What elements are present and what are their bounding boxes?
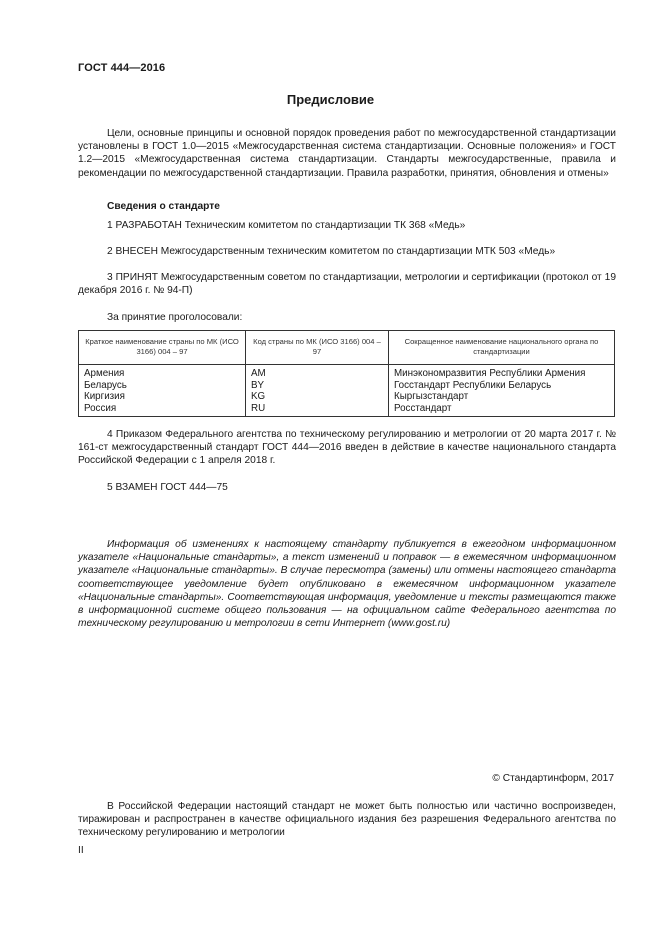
table-row	[79, 380, 615, 392]
cell-code: BY	[246, 380, 389, 392]
table-header-row	[79, 331, 615, 365]
votes-label: За принятие проголосовали:	[107, 312, 243, 323]
item-3-text: 3 ПРИНЯТ Межгосударственным советом по стандартизации, метрологии и сертификации (протокол от 19 декабря 2016 г. № 94-П)	[78, 272, 616, 297]
cell-body: Росстандарт	[389, 403, 615, 417]
header-country: Краткое наименование страны по МК (ИСО 3166) 004 – 97	[79, 331, 246, 365]
cell-country: Киргизия	[79, 391, 246, 403]
page-title: Предисловие	[286, 92, 375, 107]
table-row	[79, 391, 615, 403]
header-body: Сокращенное наименование национального органа по стандартизации	[389, 331, 615, 365]
cell-body: Минэкономразвития Республики Армения	[389, 365, 615, 380]
header-code: Код страны по МК (ИСО 3166) 004 – 97	[246, 331, 389, 365]
page-number: II	[78, 845, 84, 856]
table-row	[79, 365, 615, 380]
item-3	[78, 271, 616, 297]
item-5: 5 ВЗАМЕН ГОСТ 444—75	[107, 482, 228, 493]
item-4-text: 4 Приказом Федерального агентства по техническому регулированию и метрологии от 20 марта 2017 г. № 161-ст межгосударственный стандарт ГОСТ 444—2016 введен в действие в качестве национального стандарта Российской Федерации с 1 апреля 2018 г.	[78, 429, 616, 467]
copyright-line: © Стандартинформ, 2017	[492, 773, 614, 784]
section-title: Сведения о стандарте	[107, 201, 220, 212]
table-row	[79, 403, 615, 417]
cell-country: Армения	[79, 365, 246, 380]
item-2: 2 ВНЕСЕН Межгосударственным техническим комитетом по стандартизации МТК 503 «Медь»	[107, 246, 556, 257]
cell-country: Беларусь	[79, 380, 246, 392]
notice-text: В Российской Федерации настоящий стандарт не может быть полностью или частично воспроизведен, тиражирован и распространен в качестве официального издания без разрешения Федерального агентства по техническому регулированию и метрологии	[78, 801, 616, 839]
intro-paragraph	[78, 127, 616, 180]
item-4	[78, 428, 616, 468]
item-1: 1 РАЗРАБОТАН Техническим комитетом по стандартизации ТК 368 «Медь»	[107, 220, 466, 231]
cell-code: AM	[246, 365, 389, 380]
intro-text: Цели, основные принципы и основной порядок проведения работ по межгосударственной стандартизации установлены в ГОСТ 1.0—2015 «Межгосударственная система стандартизации. Основные положения» и ГОСТ 1.2—2015 «Межгосударственная система стандартизации. Стандарты межгосударственные, правила и рекомендации по межгосударственной стандартизации. Правила разработки, принятия, обновления и отмены»	[78, 128, 616, 179]
document-id-header: ГОСТ 444—2016	[78, 62, 166, 74]
cell-country: Россия	[79, 403, 246, 417]
info-text: Информация об изменениях к настоящему стандарту публикуется в ежегодном информационном указателе «Национальные стандарты», а текст изменений и поправок — в ежемесячном информационном указателе «Национальные стандарты». В случае пересмотра (замены) или отмены настоящего стандарта соответствующее уведомление будет опубликовано в ежемесячном информационном указателе «Национальные стандарты». Соответствующая информация, уведомление и тексты размещаются также в информационной системе общего пользования — на официальном сайте Федерального агентства по техническому регулированию и метрологии в сети Интернет (www.gost.ru)	[78, 539, 616, 630]
votes-table	[78, 330, 615, 417]
info-paragraph	[78, 538, 616, 630]
reproduction-notice	[78, 800, 616, 840]
cell-body: Госстандарт Республики Беларусь	[389, 380, 615, 392]
cell-code: RU	[246, 403, 389, 417]
cell-body: Кыргызстандарт	[389, 391, 615, 403]
cell-code: KG	[246, 391, 389, 403]
